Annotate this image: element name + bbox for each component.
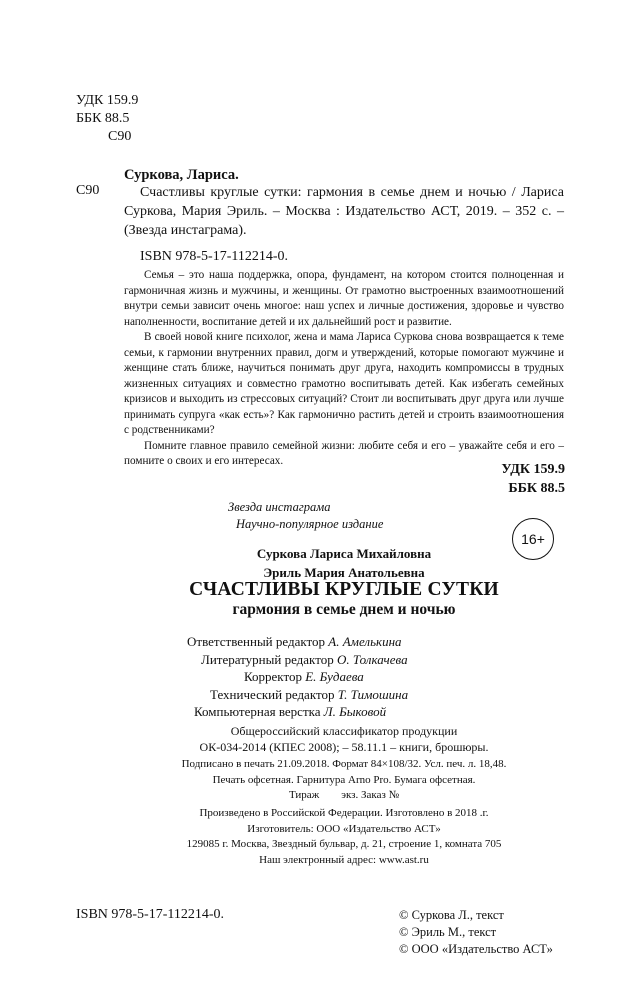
edition-type: Научно-популярное издание: [236, 517, 384, 531]
bbk-code: ББК 88.5: [76, 111, 130, 126]
credit-row: [187, 633, 408, 651]
copyright-line: © Эриль М., текст: [399, 925, 497, 939]
annotation-paragraph: Помните главное правило семейной жизни: любите себя и его – уважайте себя и его – помните о своих и его интересах.: [124, 439, 564, 467]
printing-line: Тираж экз. Заказ №: [288, 789, 400, 801]
production-line: 129085 г. Москва, Звездный бульвар, д. 21, строение 1, комната 705: [186, 838, 502, 850]
classifier-line: Общероссийский классификатор продукции: [230, 724, 458, 738]
credit-row: [187, 686, 408, 704]
credit-role: Технический редактор: [210, 686, 335, 702]
bibliographic-record: Счастливы круглые сутки: гармония в семье днем и ночью / Лариса Суркова, Мария Эриль. – Москва : Издательство АСТ, 2019. – 352 с. – (Звезда инстаграма).: [124, 185, 564, 238]
credit-role: Компьютерная верстка: [194, 704, 321, 719]
credit-name: Л. Быковой: [323, 704, 387, 719]
copyright-notices: [399, 907, 553, 958]
printing-line: Подписано в печать 21.09.2018. Формат 84×108/32. Усл. печ. л. 18,48.: [181, 758, 507, 770]
credit-name: Е. Будаева: [305, 669, 364, 684]
credit-role: Корректор: [244, 669, 302, 684]
credit-row: [187, 668, 408, 686]
credit-role: Литературный редактор: [201, 651, 334, 667]
production-line: Изготовитель: ООО «Издательство АСТ»: [247, 822, 441, 835]
product-classifier: [124, 723, 564, 755]
author-mark: С90: [108, 129, 132, 144]
udk-block-right: [501, 460, 565, 498]
isbn-bottom: ISBN 978-5-17-112214-0.: [76, 907, 225, 922]
copyright-line: © Суркова Л., текст: [399, 908, 504, 922]
printing-line: Печать офсетная. Гарнитура Arno Pro. Бумага офсетная.: [212, 773, 476, 786]
annotation-paragraph: Семья – это наша поддержка, опора, фундамент, на котором стоится полноценная и гармоничная жизнь и мужчины, и женщины. От грамотно выстроенных взаимоотношений внутри семьи зависит очень многое: наш успех и личные достижения, здоровье и чувство наполненности, воспитание детей и их дальнейший рост и развитие.: [124, 269, 564, 328]
credit-row: [187, 703, 408, 721]
annotation-paragraph: В своей новой книге психолог, жена и мама Лариса Суркова снова возвращается к теме семьи, к гармонии внутренних правил, догм и утверждений, которые помогают мужчине и женщине стать ближе, научиться понимать друг друга, находить компромиссы в трудных жизненных ситуациях и совместно грамотно воспитывать детей. Как избегать семейных кризисов и выходить из стрессовых ситуаций? Стоит ли воспитывать друг друга или лучше принимать супруга «как есть»? Как гармонично растить детей и строить взаимоотношения с родственниками?: [124, 331, 564, 436]
author-name: Эриль Мария Анатольевна: [263, 565, 425, 580]
udk-block-top: [76, 92, 138, 146]
authors-full: [124, 544, 564, 582]
credit-role: Ответственный редактор: [187, 634, 326, 649]
author-mark-side: С90: [76, 183, 100, 198]
credits: [187, 633, 408, 721]
udk-code: УДК 159.9: [76, 93, 139, 108]
isbn-record: ISBN 978-5-17-112214-0.: [140, 249, 289, 264]
book-title: СЧАСТЛИВЫ КРУГЛЫЕ СУТКИ: [189, 579, 499, 600]
credit-name: А. Амелькина: [328, 634, 402, 649]
annotation: [124, 268, 564, 470]
author-name: Суркова Лариса Михайловна: [256, 546, 432, 561]
age-rating-label: 16+: [521, 531, 545, 547]
classifier-line: ОК-034-2014 (КПЕС 2008); – 58.11.1 – книги, брошюры.: [199, 740, 489, 754]
production-line: Наш электронный адрес: www.ast.ru: [259, 853, 429, 866]
production-info: [124, 806, 564, 868]
credit-name: Т. Тимошина: [337, 686, 409, 702]
credit-row: [187, 651, 408, 669]
production-line: Произведено в Российской Федерации. Изготовлено в 2018 .г.: [199, 807, 489, 819]
book-subtitle: гармония в семье днем и ночью: [232, 601, 456, 618]
series-name: Звезда инстаграма: [228, 500, 331, 514]
udk-code: УДК 159.9: [501, 462, 565, 477]
copyright-line: © ООО «Издательство АСТ»: [399, 942, 553, 956]
printing-info: [124, 757, 564, 804]
author-heading: Суркова, Лариса.: [124, 167, 239, 183]
bbk-code: ББК 88.5: [508, 481, 565, 496]
credit-name: О. Толкачева: [336, 651, 408, 667]
series-info: [228, 499, 383, 533]
